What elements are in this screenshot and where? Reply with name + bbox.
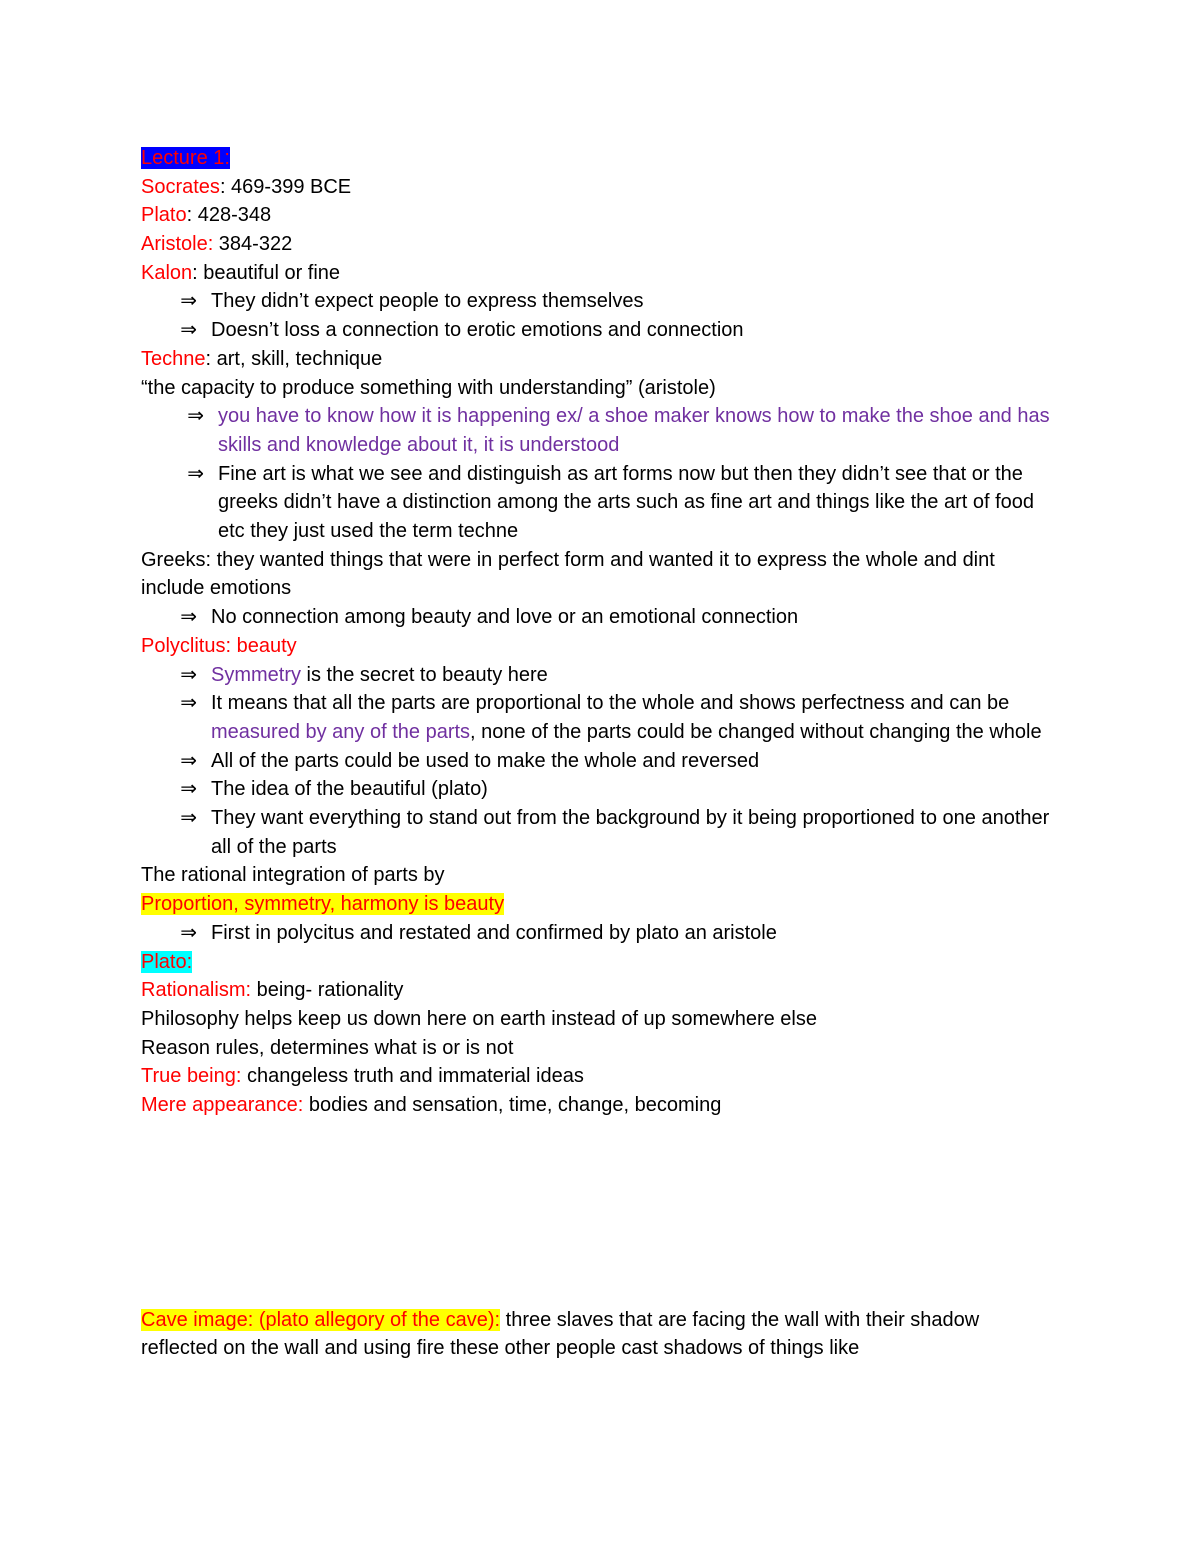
poly-bullet-5 — [141, 804, 1061, 861]
lecture-title: Lecture 1: — [141, 147, 230, 169]
kalon-bullet-1 — [141, 287, 1061, 316]
bullet-text: Doesn’t loss a connection to erotic emotions and connection — [211, 319, 744, 342]
arrow-icon: ⇒ — [180, 807, 197, 830]
measured-term: measured by any of the parts — [211, 720, 471, 743]
rationalism-definition: being- rationality — [251, 979, 404, 1002]
kalon-sep: : — [192, 261, 198, 284]
mere-appearance-label: Mere appearance: — [141, 1093, 304, 1116]
greeks-bullet — [141, 603, 1061, 632]
techne-bullet-1 — [141, 402, 1061, 459]
cave-label: Cave image: (plato allegory of the cave): — [141, 1308, 501, 1331]
techne-definition: art, skill, technique — [211, 347, 383, 370]
kalon-line — [141, 259, 1061, 288]
cave-description: three slaves that are facing the wall with their shadow reflected on the wall and using fire these other people cast shadows of things like — [141, 1308, 980, 1360]
arrow-icon: ⇒ — [180, 692, 197, 715]
plato-heading: Plato: — [141, 950, 193, 973]
proportion-highlight: Proportion, symmetry, harmony is beauty — [141, 893, 505, 916]
cave-paragraph — [141, 1306, 1061, 1363]
bullet-text — [211, 689, 1061, 746]
kalon-definition: beautiful or fine — [197, 261, 341, 284]
plato-label: Plato — [141, 204, 187, 227]
plato-sep: : — [186, 204, 193, 227]
arrow-icon: ⇒ — [180, 663, 197, 686]
arrow-icon: ⇒ — [187, 462, 204, 485]
blank-space — [141, 1120, 1061, 1306]
plato-heading-line — [141, 948, 1061, 977]
plato-dates: 428-348 — [192, 204, 272, 227]
philosophy-line: Philosophy helps keep us down here on earth instead of up somewhere else — [141, 1007, 817, 1030]
socrates-dates: 469-399 BCE — [225, 175, 352, 198]
arrow-icon: ⇒ — [180, 749, 197, 772]
proportion-bullet — [141, 919, 1061, 948]
socrates-line — [141, 173, 1061, 202]
symmetry-term: Symmetry — [211, 663, 301, 686]
poly-bullet-4 — [141, 775, 1061, 804]
techne-quote: “the capacity to produce something with understanding” (aristole) — [141, 376, 716, 399]
socrates-label: Socrates — [141, 175, 220, 198]
greeks-paragraph: Greeks: they wanted things that were in perfect form and wanted it to express the whole and dint include emotions — [141, 548, 995, 600]
socrates-sep: : — [219, 175, 226, 198]
techne-label: Techne — [141, 347, 206, 370]
arrow-icon: ⇒ — [180, 921, 197, 944]
poly-bullet-3 — [141, 747, 1061, 776]
mere-appearance-definition: bodies and sensation, time, change, becoming — [303, 1093, 722, 1116]
bullet-text — [211, 661, 1061, 690]
arrow-icon: ⇒ — [180, 606, 197, 629]
poly-b2-post: , none of the parts could be changed without changing the whole — [470, 720, 1042, 743]
techne-bullet-2 — [141, 460, 1061, 546]
true-being-line — [141, 1062, 1061, 1091]
techne-line — [141, 345, 1061, 374]
bullet-text: you have to know how it is happening ex/ a shoe maker knows how to make the shoe and has skills and knowledge about it, it is understood — [218, 405, 1050, 456]
kalon-label: Kalon — [141, 261, 193, 284]
lecture-title-line — [141, 144, 1061, 173]
bullet-text: All of the parts could be used to make the whole and reversed — [211, 749, 760, 772]
poly-bullet-2 — [141, 689, 1061, 746]
document-page — [141, 144, 1061, 1363]
bullet-text: No connection among beauty and love or an emotional connection — [211, 606, 799, 629]
poly-bullet-1 — [141, 661, 1061, 690]
kalon-bullet-2 — [141, 316, 1061, 345]
aristole-line — [141, 230, 1061, 259]
plato-dates-line — [141, 201, 1061, 230]
reason-line: Reason rules, determines what is or is not — [141, 1036, 514, 1059]
true-being-label: True being: — [141, 1065, 242, 1088]
bullet-text: They want everything to stand out from the background by it being proportioned to one another all of the parts — [211, 807, 1050, 858]
rationalism-label: Rationalism: — [141, 979, 252, 1002]
symmetry-rest: is the secret to beauty here — [301, 663, 548, 686]
bullet-text: The idea of the beautiful (plato) — [211, 778, 488, 801]
arrow-icon: ⇒ — [187, 405, 204, 428]
aristole-label: Aristole: — [141, 233, 214, 256]
bullet-text: Fine art is what we see and distinguish as art forms now but then they didn’t see that or the greeks didn’t have a distinction among the arts such as fine art and things like the art of food etc they just used the term techne — [218, 462, 1035, 543]
polyclitus-heading: Polyclitus: beauty — [141, 634, 297, 657]
bullet-text: They didn’t expect people to express themselves — [211, 290, 644, 313]
bullet-text: First in polycitus and restated and confirmed by plato an aristole — [211, 921, 777, 944]
arrow-icon: ⇒ — [180, 290, 197, 313]
true-being-definition: changeless truth and immaterial ideas — [241, 1065, 584, 1088]
rational-integration-line: The rational integration of parts by — [141, 864, 445, 887]
proportion-line — [141, 890, 1061, 919]
aristole-dates: 384-322 — [213, 233, 293, 256]
arrow-icon: ⇒ — [180, 778, 197, 801]
mere-appearance-line — [141, 1091, 1061, 1120]
poly-b2-pre: It means that all the parts are proportional to the whole and shows perfectness and can be — [211, 692, 1010, 715]
rationalism-line — [141, 976, 1061, 1005]
arrow-icon: ⇒ — [180, 319, 197, 342]
techne-sep: : — [205, 347, 212, 370]
